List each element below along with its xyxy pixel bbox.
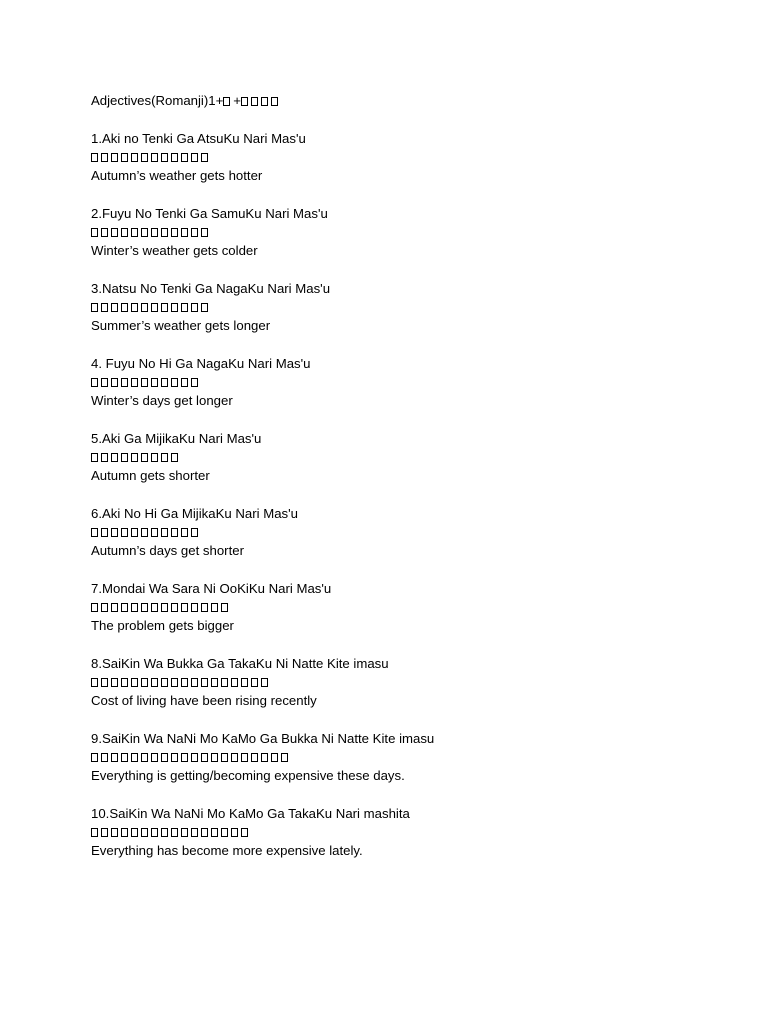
missing-glyph-box bbox=[91, 303, 98, 312]
missing-glyph-box bbox=[211, 753, 218, 762]
missing-glyph-box bbox=[181, 753, 188, 762]
missing-glyph-box bbox=[241, 97, 248, 106]
missing-glyph-box bbox=[161, 828, 168, 837]
missing-glyph-box bbox=[131, 453, 138, 462]
missing-glyph-box bbox=[121, 303, 128, 312]
missing-glyph-box bbox=[141, 603, 148, 612]
entry-japanese bbox=[91, 823, 711, 842]
missing-glyph-box bbox=[171, 528, 178, 537]
missing-glyph-box bbox=[151, 303, 158, 312]
missing-glyph-box bbox=[171, 378, 178, 387]
missing-glyph-box bbox=[191, 528, 198, 537]
entry-english: Everything is getting/becoming expensive these days. bbox=[91, 768, 405, 783]
missing-glyph-box bbox=[171, 678, 178, 687]
entry bbox=[91, 430, 711, 486]
missing-glyph-box bbox=[221, 678, 228, 687]
missing-glyph-box bbox=[131, 228, 138, 237]
missing-glyph-box bbox=[111, 753, 118, 762]
missing-glyph-box bbox=[111, 303, 118, 312]
missing-glyph-box bbox=[181, 153, 188, 162]
missing-glyph-box bbox=[181, 528, 188, 537]
missing-glyph-box bbox=[231, 678, 238, 687]
missing-glyph-box bbox=[111, 678, 118, 687]
missing-glyph-box bbox=[121, 153, 128, 162]
missing-glyph-box bbox=[101, 528, 108, 537]
missing-glyph-box bbox=[171, 753, 178, 762]
entry-english: Everything has become more expensive lately. bbox=[91, 843, 363, 858]
missing-glyph-box bbox=[161, 378, 168, 387]
entry-english: Cost of living have been rising recently bbox=[91, 693, 317, 708]
missing-glyph-box bbox=[101, 303, 108, 312]
missing-glyph-box bbox=[241, 828, 248, 837]
missing-glyph-box bbox=[271, 97, 278, 106]
missing-glyph-box bbox=[171, 453, 178, 462]
missing-glyph-box bbox=[101, 453, 108, 462]
entry-japanese bbox=[91, 748, 711, 767]
missing-glyph-box bbox=[161, 453, 168, 462]
missing-glyph-box bbox=[231, 753, 238, 762]
entry-romaji: 1.Aki no Tenki Ga AtsuKu Nari Mas'u bbox=[91, 130, 306, 146]
missing-glyph-box bbox=[121, 453, 128, 462]
missing-glyph-box bbox=[121, 828, 128, 837]
missing-glyph-box bbox=[191, 603, 198, 612]
missing-glyph-box bbox=[151, 453, 158, 462]
document-title bbox=[91, 92, 711, 111]
missing-glyph-box bbox=[111, 528, 118, 537]
missing-glyph-box bbox=[191, 153, 198, 162]
entry-list bbox=[91, 130, 711, 861]
missing-glyph-box bbox=[171, 603, 178, 612]
missing-glyph-box bbox=[271, 753, 278, 762]
missing-glyph-box bbox=[141, 678, 148, 687]
missing-glyph-box bbox=[211, 603, 218, 612]
missing-glyph-box bbox=[121, 753, 128, 762]
missing-glyph-box bbox=[251, 97, 258, 106]
missing-glyph-box bbox=[231, 828, 238, 837]
missing-glyph-box bbox=[91, 378, 98, 387]
missing-glyph-box bbox=[151, 828, 158, 837]
missing-glyph-box bbox=[101, 678, 108, 687]
entry-japanese bbox=[91, 448, 711, 467]
missing-glyph-box bbox=[201, 678, 208, 687]
missing-glyph-box bbox=[101, 828, 108, 837]
title-plus: + bbox=[233, 93, 241, 108]
missing-glyph-box bbox=[141, 153, 148, 162]
missing-glyph-box bbox=[91, 228, 98, 237]
missing-glyph-box bbox=[151, 603, 158, 612]
missing-glyph-box bbox=[151, 528, 158, 537]
missing-glyph-box bbox=[101, 378, 108, 387]
missing-glyph-box bbox=[91, 453, 98, 462]
missing-glyph-box bbox=[151, 753, 158, 762]
missing-glyph-box bbox=[131, 828, 138, 837]
missing-glyph-box bbox=[141, 528, 148, 537]
missing-glyph-box bbox=[201, 153, 208, 162]
entry-romaji: 8.SaiKin Wa Bukka Ga TakaKu Ni Natte Kite imasu bbox=[91, 655, 389, 671]
missing-glyph-box bbox=[131, 378, 138, 387]
entry-japanese bbox=[91, 298, 711, 317]
missing-glyph-box bbox=[111, 453, 118, 462]
entry bbox=[91, 130, 711, 186]
missing-glyph-box bbox=[181, 603, 188, 612]
missing-glyph-box bbox=[181, 228, 188, 237]
missing-glyph-box bbox=[131, 153, 138, 162]
entry bbox=[91, 205, 711, 261]
missing-glyph-box bbox=[91, 828, 98, 837]
missing-glyph-box bbox=[111, 228, 118, 237]
missing-glyph-box bbox=[261, 97, 268, 106]
title-tofu-after bbox=[241, 93, 281, 108]
missing-glyph-box bbox=[241, 678, 248, 687]
missing-glyph-box bbox=[131, 528, 138, 537]
entry bbox=[91, 355, 711, 411]
missing-glyph-box bbox=[161, 753, 168, 762]
missing-glyph-box bbox=[221, 828, 228, 837]
missing-glyph-box bbox=[121, 228, 128, 237]
missing-glyph-box bbox=[111, 603, 118, 612]
missing-glyph-box bbox=[191, 828, 198, 837]
missing-glyph-box bbox=[171, 228, 178, 237]
missing-glyph-box bbox=[91, 678, 98, 687]
missing-glyph-box bbox=[131, 603, 138, 612]
entry-english: Summer’s weather gets longer bbox=[91, 318, 271, 333]
missing-glyph-box bbox=[161, 303, 168, 312]
missing-glyph-box bbox=[171, 828, 178, 837]
missing-glyph-box bbox=[261, 753, 268, 762]
missing-glyph-box bbox=[151, 678, 158, 687]
missing-glyph-box bbox=[221, 603, 228, 612]
missing-glyph-box bbox=[223, 97, 230, 106]
entry-romaji: 6.Aki No Hi Ga MijikaKu Nari Mas'u bbox=[91, 505, 298, 521]
missing-glyph-box bbox=[101, 603, 108, 612]
missing-glyph-box bbox=[171, 153, 178, 162]
missing-glyph-box bbox=[91, 753, 98, 762]
missing-glyph-box bbox=[181, 678, 188, 687]
missing-glyph-box bbox=[91, 153, 98, 162]
missing-glyph-box bbox=[201, 303, 208, 312]
entry bbox=[91, 805, 711, 861]
missing-glyph-box bbox=[251, 678, 258, 687]
missing-glyph-box bbox=[251, 753, 258, 762]
entry-japanese bbox=[91, 523, 711, 542]
title-prefix: Adjectives(Romanji)1+ bbox=[91, 93, 224, 108]
entry-english: Autumn’s weather gets hotter bbox=[91, 168, 263, 183]
missing-glyph-box bbox=[141, 828, 148, 837]
missing-glyph-box bbox=[111, 828, 118, 837]
missing-glyph-box bbox=[91, 603, 98, 612]
entry-english: The problem gets bigger bbox=[91, 618, 234, 633]
missing-glyph-box bbox=[191, 678, 198, 687]
missing-glyph-box bbox=[111, 378, 118, 387]
entry bbox=[91, 280, 711, 336]
missing-glyph-box bbox=[281, 753, 288, 762]
missing-glyph-box bbox=[201, 228, 208, 237]
entry-romaji: 5.Aki Ga MijikaKu Nari Mas'u bbox=[91, 430, 262, 446]
entry-romaji: 2.Fuyu No Tenki Ga SamuKu Nari Mas'u bbox=[91, 205, 328, 221]
missing-glyph-box bbox=[141, 303, 148, 312]
entry-japanese bbox=[91, 373, 711, 392]
missing-glyph-box bbox=[131, 678, 138, 687]
missing-glyph-box bbox=[191, 228, 198, 237]
missing-glyph-box bbox=[191, 303, 198, 312]
entry bbox=[91, 505, 711, 561]
missing-glyph-box bbox=[201, 753, 208, 762]
missing-glyph-box bbox=[201, 828, 208, 837]
entry-english: Winter’s weather gets colder bbox=[91, 243, 258, 258]
title-tofu-before bbox=[223, 93, 233, 108]
missing-glyph-box bbox=[181, 303, 188, 312]
missing-glyph-box bbox=[141, 453, 148, 462]
missing-glyph-box bbox=[121, 528, 128, 537]
entry-romaji: 3.Natsu No Tenki Ga NagaKu Nari Mas'u bbox=[91, 280, 331, 296]
missing-glyph-box bbox=[201, 603, 208, 612]
missing-glyph-box bbox=[211, 678, 218, 687]
missing-glyph-box bbox=[161, 603, 168, 612]
entry-japanese bbox=[91, 673, 711, 692]
missing-glyph-box bbox=[181, 828, 188, 837]
missing-glyph-box bbox=[161, 528, 168, 537]
missing-glyph-box bbox=[101, 753, 108, 762]
entry-english: Winter’s days get longer bbox=[91, 393, 233, 408]
missing-glyph-box bbox=[191, 753, 198, 762]
missing-glyph-box bbox=[161, 153, 168, 162]
missing-glyph-box bbox=[121, 603, 128, 612]
missing-glyph-box bbox=[101, 153, 108, 162]
entry-english: Autumn gets shorter bbox=[91, 468, 210, 483]
entry-romaji: 4. Fuyu No Hi Ga NagaKu Nari Mas'u bbox=[91, 355, 311, 371]
missing-glyph-box bbox=[91, 528, 98, 537]
missing-glyph-box bbox=[221, 753, 228, 762]
missing-glyph-box bbox=[151, 378, 158, 387]
missing-glyph-box bbox=[151, 153, 158, 162]
missing-glyph-box bbox=[141, 378, 148, 387]
entry-romaji: 10.SaiKin Wa NaNi Mo KaMo Ga TakaKu Nari mashita bbox=[91, 805, 410, 821]
document-body bbox=[91, 92, 711, 880]
missing-glyph-box bbox=[191, 378, 198, 387]
missing-glyph-box bbox=[261, 678, 268, 687]
missing-glyph-box bbox=[151, 228, 158, 237]
entry bbox=[91, 580, 711, 636]
missing-glyph-box bbox=[131, 753, 138, 762]
missing-glyph-box bbox=[141, 753, 148, 762]
entry-japanese bbox=[91, 148, 711, 167]
missing-glyph-box bbox=[131, 303, 138, 312]
missing-glyph-box bbox=[111, 153, 118, 162]
missing-glyph-box bbox=[161, 228, 168, 237]
entry-japanese bbox=[91, 598, 711, 617]
missing-glyph-box bbox=[241, 753, 248, 762]
entry-romaji: 7.Mondai Wa Sara Ni OoKiKu Nari Mas'u bbox=[91, 580, 332, 596]
missing-glyph-box bbox=[141, 228, 148, 237]
missing-glyph-box bbox=[181, 378, 188, 387]
entry bbox=[91, 730, 711, 786]
entry-romaji: 9.SaiKin Wa NaNi Mo KaMo Ga Bukka Ni Natte Kite imasu bbox=[91, 730, 435, 746]
missing-glyph-box bbox=[161, 678, 168, 687]
missing-glyph-box bbox=[171, 303, 178, 312]
missing-glyph-box bbox=[101, 228, 108, 237]
missing-glyph-box bbox=[121, 678, 128, 687]
entry bbox=[91, 655, 711, 711]
missing-glyph-box bbox=[121, 378, 128, 387]
entry-english: Autumn’s days get shorter bbox=[91, 543, 244, 558]
entry-japanese bbox=[91, 223, 711, 242]
missing-glyph-box bbox=[211, 828, 218, 837]
